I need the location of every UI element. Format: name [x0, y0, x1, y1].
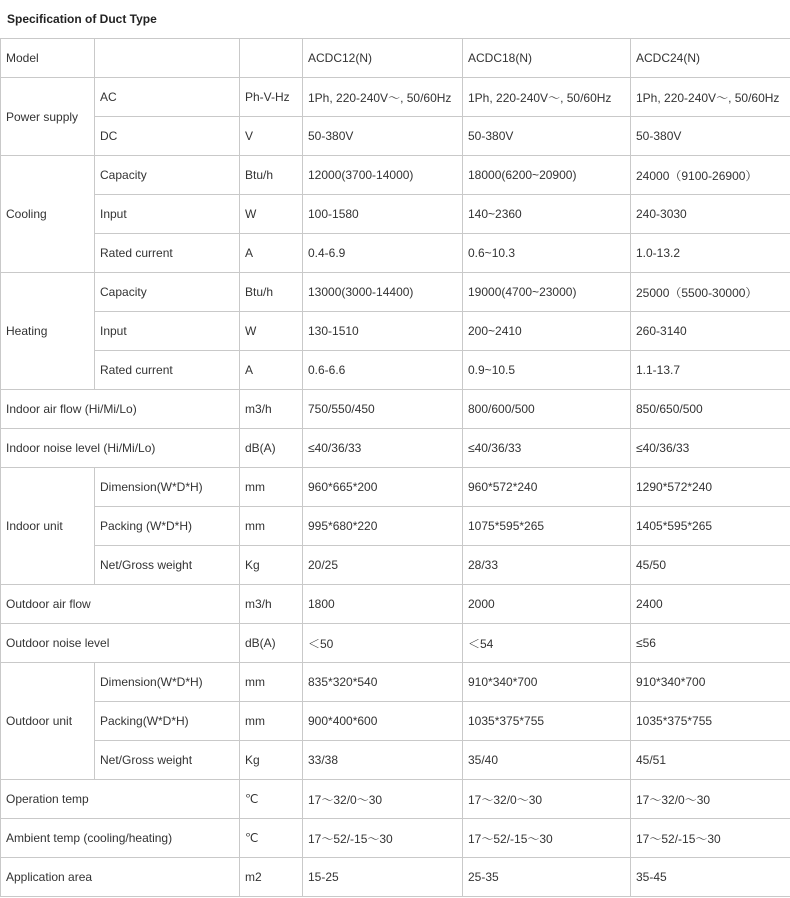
group-label: Power supply [1, 78, 95, 156]
value-cell: 0.9~10.5 [463, 351, 631, 390]
sub-label: Dimension(W*D*H) [95, 468, 240, 507]
page-title: Specification of Duct Type [7, 12, 157, 26]
value-cell: 910*340*700 [631, 663, 790, 702]
unit-cell: mm [240, 702, 303, 741]
table-row [1, 429, 790, 468]
unit-cell: W [240, 312, 303, 351]
value-cell: 12000(3700-14000) [303, 156, 463, 195]
empty-cell [95, 39, 240, 78]
value-cell: ＜54 [463, 624, 631, 663]
value-cell: 1800 [303, 585, 463, 624]
value-cell: 910*340*700 [463, 663, 631, 702]
unit-cell: ℃ [240, 780, 303, 819]
group-label: Outdoor unit [1, 663, 95, 780]
unit-cell: Btu/h [240, 156, 303, 195]
value-cell: ≤56 [631, 624, 790, 663]
table-row [1, 195, 790, 234]
value-cell: 750/550/450 [303, 390, 463, 429]
value-cell: 17～32/0～30 [463, 780, 631, 819]
unit-cell: dB(A) [240, 624, 303, 663]
sub-label: Rated current [95, 351, 240, 390]
unit-cell: Kg [240, 741, 303, 780]
value-cell: 17～32/0～30 [631, 780, 790, 819]
table-row [1, 819, 790, 858]
value-cell: 800/600/500 [463, 390, 631, 429]
sub-label: Capacity [95, 156, 240, 195]
row-label: Outdoor noise level [1, 624, 240, 663]
unit-cell: ℃ [240, 819, 303, 858]
table-row [1, 78, 790, 117]
table-row [1, 117, 790, 156]
value-cell: 900*400*600 [303, 702, 463, 741]
table-row [1, 585, 790, 624]
value-cell: 18000(6200~20900) [463, 156, 631, 195]
row-label: Indoor noise level (Hi/Mi/Lo) [1, 429, 240, 468]
table-row [1, 312, 790, 351]
value-cell: 130-1510 [303, 312, 463, 351]
spec-table [0, 38, 790, 897]
unit-cell: mm [240, 507, 303, 546]
value-cell: 240-3030 [631, 195, 790, 234]
value-cell: 50-380V [303, 117, 463, 156]
value-cell: 19000(4700~23000) [463, 273, 631, 312]
value-cell: 25-35 [463, 858, 631, 897]
value-cell: 24000（9100-26900） [631, 156, 790, 195]
value-cell: 1290*572*240 [631, 468, 790, 507]
table-row [1, 624, 790, 663]
value-cell: 835*320*540 [303, 663, 463, 702]
table-row [1, 234, 790, 273]
unit-cell: m2 [240, 858, 303, 897]
row-label: Application area [1, 858, 240, 897]
value-cell: 2400 [631, 585, 790, 624]
value-cell: 960*665*200 [303, 468, 463, 507]
value-cell: 28/33 [463, 546, 631, 585]
model-name: ACDC24(N) [631, 39, 790, 78]
value-cell: 35-45 [631, 858, 790, 897]
group-label: Cooling [1, 156, 95, 273]
value-cell: 13000(3000-14400) [303, 273, 463, 312]
sub-label: Input [95, 195, 240, 234]
value-cell: 140~2360 [463, 195, 631, 234]
table-row [1, 390, 790, 429]
sub-label: AC [95, 78, 240, 117]
value-cell: 100-1580 [303, 195, 463, 234]
unit-cell: W [240, 195, 303, 234]
table-row [1, 546, 790, 585]
table-row [1, 468, 790, 507]
table-row [1, 156, 790, 195]
value-cell: ≤40/36/33 [303, 429, 463, 468]
unit-cell: m3/h [240, 390, 303, 429]
table-row [1, 507, 790, 546]
value-cell: 50-380V [463, 117, 631, 156]
sub-label: Net/Gross weight [95, 546, 240, 585]
value-cell: 17～52/-15～30 [463, 819, 631, 858]
value-cell: 0.6~10.3 [463, 234, 631, 273]
sub-label: Packing (W*D*H) [95, 507, 240, 546]
value-cell: 260-3140 [631, 312, 790, 351]
value-cell: 1.0-13.2 [631, 234, 790, 273]
value-cell: 17～32/0～30 [303, 780, 463, 819]
value-cell: 1075*595*265 [463, 507, 631, 546]
value-cell: ≤40/36/33 [463, 429, 631, 468]
table-row [1, 351, 790, 390]
unit-cell: m3/h [240, 585, 303, 624]
table-row [1, 663, 790, 702]
model-label: Model [1, 39, 95, 78]
sub-label: Rated current [95, 234, 240, 273]
value-cell: ≤40/36/33 [631, 429, 790, 468]
sub-label: Dimension(W*D*H) [95, 663, 240, 702]
table-row [1, 273, 790, 312]
model-name: ACDC12(N) [303, 39, 463, 78]
value-cell: 850/650/500 [631, 390, 790, 429]
value-cell: 35/40 [463, 741, 631, 780]
unit-cell: A [240, 234, 303, 273]
value-cell: 200~2410 [463, 312, 631, 351]
sub-label: Capacity [95, 273, 240, 312]
value-cell: 0.4-6.9 [303, 234, 463, 273]
value-cell: 0.6-6.6 [303, 351, 463, 390]
value-cell: 1Ph, 220-240V～, 50/60Hz [631, 78, 790, 117]
unit-cell: mm [240, 663, 303, 702]
value-cell: 1Ph, 220-240V～, 50/60Hz [303, 78, 463, 117]
table-row [1, 858, 790, 897]
row-label: Indoor air flow (Hi/Mi/Lo) [1, 390, 240, 429]
unit-cell: V [240, 117, 303, 156]
group-label: Heating [1, 273, 95, 390]
row-label: Ambient temp (cooling/heating) [1, 819, 240, 858]
value-cell: ＜50 [303, 624, 463, 663]
unit-cell: mm [240, 468, 303, 507]
value-cell: 960*572*240 [463, 468, 631, 507]
unit-cell: Kg [240, 546, 303, 585]
group-label: Indoor unit [1, 468, 95, 585]
value-cell: 1035*375*755 [631, 702, 790, 741]
value-cell: 50-380V [631, 117, 790, 156]
value-cell: 17～52/-15～30 [631, 819, 790, 858]
value-cell: 1Ph, 220-240V～, 50/60Hz [463, 78, 631, 117]
table-row [1, 780, 790, 819]
unit-cell: Ph-V-Hz [240, 78, 303, 117]
value-cell: 15-25 [303, 858, 463, 897]
value-cell: 1405*595*265 [631, 507, 790, 546]
value-cell: 45/50 [631, 546, 790, 585]
sub-label: DC [95, 117, 240, 156]
value-cell: 25000（5500-30000） [631, 273, 790, 312]
value-cell: 1.1-13.7 [631, 351, 790, 390]
value-cell: 20/25 [303, 546, 463, 585]
unit-cell: A [240, 351, 303, 390]
unit-cell: Btu/h [240, 273, 303, 312]
empty-cell [240, 39, 303, 78]
sub-label: Packing(W*D*H) [95, 702, 240, 741]
value-cell: 17～52/-15～30 [303, 819, 463, 858]
row-label: Outdoor air flow [1, 585, 240, 624]
sub-label: Input [95, 312, 240, 351]
value-cell: 33/38 [303, 741, 463, 780]
value-cell: 1035*375*755 [463, 702, 631, 741]
table-row [1, 741, 790, 780]
table-row [1, 702, 790, 741]
header-row [1, 39, 790, 78]
row-label: Operation temp [1, 780, 240, 819]
model-name: ACDC18(N) [463, 39, 631, 78]
sub-label: Net/Gross weight [95, 741, 240, 780]
value-cell: 45/51 [631, 741, 790, 780]
value-cell: 995*680*220 [303, 507, 463, 546]
unit-cell: dB(A) [240, 429, 303, 468]
value-cell: 2000 [463, 585, 631, 624]
